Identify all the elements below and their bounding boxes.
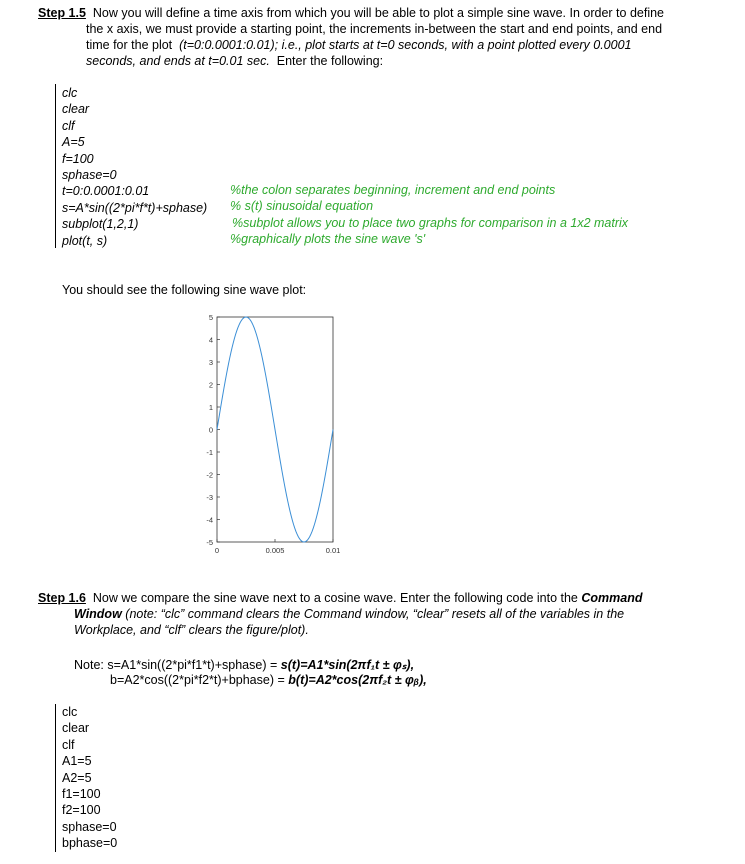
code-line: A2=5	[62, 770, 92, 785]
comment-sinusoid: % s(t) sinusoidal equation	[230, 199, 374, 213]
step-1-6-text-1a: Now we compare the sine wave next to a cosine wave. Enter the following code into the	[92, 591, 578, 605]
y-tick-label: -1	[206, 448, 213, 457]
y-tick-label: -4	[206, 515, 213, 525]
code-line: sphase=0	[62, 819, 117, 834]
step-1-5-text-4a: seconds, and ends at t=0.01 sec.	[86, 54, 270, 68]
code-block-1-bar	[55, 84, 56, 248]
comment-plot: %graphically plots the sine wave 's'	[230, 232, 426, 246]
note-sin-code: s=A1*sin((2*pi*f1*t)+sphase)	[107, 658, 267, 672]
step-1-6-line-1	[38, 591, 643, 605]
code-line: A=5	[62, 135, 85, 150]
step-1-5-line-2: the x axis, we must provide a starting point, the increments in-between the start and end points, and end	[86, 22, 663, 36]
step-1-5-text-4b: Enter the following:	[276, 54, 384, 68]
code-block-2-bar	[55, 704, 56, 852]
y-tick-label: -5	[206, 538, 213, 547]
comment-subplot: %subplot allows you to place two graphs for comparison in a 1x2 matrix	[232, 216, 629, 230]
note-equals-2: =	[277, 673, 285, 687]
step-1-5-text-3a: time for the plot	[86, 38, 173, 52]
code-line: subplot(1,2,1)	[62, 217, 139, 232]
y-tick-label: 0	[208, 425, 213, 435]
code-line: f1=100	[62, 787, 101, 802]
y-axis-ticks	[206, 313, 220, 547]
note-cos-formula: b(t)=A2*cos(2πf₂t ± φᵦ),	[288, 673, 427, 687]
code-line: clear	[62, 721, 90, 736]
x-axis-ticks	[215, 539, 340, 555]
y-tick-label: 5	[208, 313, 213, 322]
code-line: bphase=0	[62, 836, 118, 851]
note-cos-code: b=A2*cos((2*pi*f2*t)+bphase)	[110, 673, 274, 687]
code-line: A1=5	[62, 754, 92, 769]
step-1-6-label: Step 1.6	[38, 591, 86, 605]
x-tick-label: 0.01	[325, 546, 341, 555]
sine-series-line	[217, 317, 333, 542]
x-tick-label: 0.005	[265, 546, 285, 555]
step-1-5-line-3	[86, 38, 631, 52]
step-1-6-line-2	[74, 607, 624, 621]
code-line: plot(t, s)	[62, 233, 108, 248]
code-line: clf	[62, 118, 75, 133]
note-equals-1: =	[269, 658, 278, 672]
y-tick-label: -2	[206, 470, 213, 480]
step-1-5-label: Step 1.5	[38, 6, 86, 20]
step-1-6-text-2a: Window	[74, 607, 122, 621]
comment-colon: %the colon separates beginning, increment and end points	[230, 183, 556, 197]
code-line: clc	[62, 86, 78, 100]
y-tick-label: 2	[208, 380, 213, 390]
code-line: f2=100	[62, 803, 101, 818]
note-line-1	[74, 657, 414, 672]
step-1-6-line-3: Workplace, and “clf” clears the figure/plot).	[74, 623, 309, 637]
step-1-5-text-1: Now you will define a time axis from which you will be able to plot a simple sine wave. In order to define	[92, 6, 664, 20]
y-tick-label: 3	[208, 358, 213, 367]
code-block-1	[62, 85, 207, 249]
step-1-5-text-3b: (t=0:0.0001:0.01); i.e., plot starts at t=0 seconds, with a point plotted every 0.0001	[179, 38, 632, 52]
y-tick-label: 4	[208, 335, 213, 345]
code-block-2	[62, 704, 117, 852]
note-sin-formula: s(t)=A1*sin(2πf₁t ± φₛ),	[280, 658, 415, 672]
y-tick-label: 1	[208, 403, 213, 412]
code-line: t=0:0.0001:0.01	[62, 184, 150, 199]
note-label: Note:	[74, 658, 104, 672]
code-line: sphase=0	[62, 168, 117, 183]
result-text: You should see the following sine wave plot:	[62, 283, 307, 297]
step-1-5-line-1	[38, 6, 664, 20]
x-tick-label: 0	[214, 546, 220, 555]
step-1-6-text-1b: Command	[581, 591, 643, 605]
step-1-5-line-4	[86, 54, 383, 68]
y-tick-label: -3	[206, 493, 213, 502]
code-line: clf	[62, 737, 75, 752]
code-line: s=A*sin((2*pi*f*t)+sphase)	[62, 200, 208, 215]
code-line: clc	[62, 705, 78, 719]
code-line: f=100	[62, 151, 94, 166]
note-line-2	[110, 673, 427, 687]
code-line: clear	[62, 102, 90, 117]
plot-frame	[217, 317, 333, 542]
step-1-6-text-2b: (note: “clc” command clears the Command window, “clear” resets all of the variables in the	[125, 607, 625, 621]
